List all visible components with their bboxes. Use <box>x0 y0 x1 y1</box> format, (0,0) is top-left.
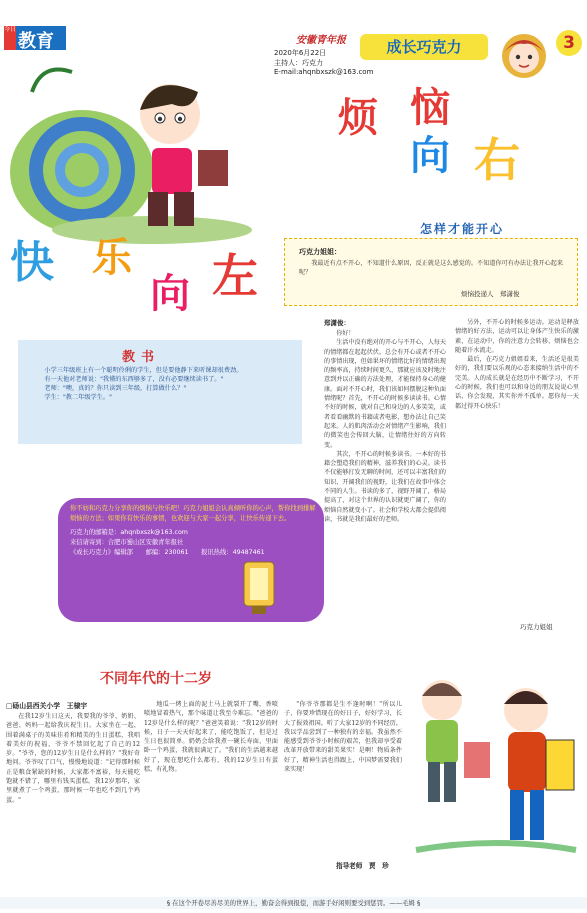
invite-address-3: 《成长巧克力》编辑部 邮编：230061 报讯热线：49487461 <box>70 549 265 557</box>
howto-body-text: 我最近有点不开心，不知道什么原因，反正就是这么感觉的。不知道你可有办法让我开心起来呢？ <box>299 260 563 277</box>
reply-paragraph-4: 最后，在巧克力姐姐看来，生活还是很美好的，我们要以乐观的心态来接纳生活中的不完美。人的成长就是在经历中不断学习，不开心的时候，我们也可以和身边的朋友说说心里话，你会发现，其实你并不孤单。愿你每一天都过得开心快乐！ <box>455 356 579 410</box>
story-column-2 <box>144 700 278 892</box>
reply-greeting: 你好！ <box>336 330 355 337</box>
howto-body <box>299 259 563 278</box>
howto-title: 怎样才能开心 <box>420 222 505 236</box>
story-col2-text: 地瓜一烤上面的泥土马上就裂开了嘴，香喷喷地冒着热气，那个味道让我至今难忘。"爸爸的12岁是什么样的呢？"爸爸笑着说："我12岁的时候，日子一天天好起来了，能吃饱饭了，但是过生日也很简单。奶奶会给我煮一碗长寿面，里面卧一个鸡蛋，我就很满足了。"我们的生活越来越好了，现在想吃什么都有，我的12岁生日有蛋糕、有礼物。 <box>144 701 278 774</box>
invite-highlight: 你不妨和巧克力分享你的烦恼与快乐吧！巧克力姐姐会认真倾听你的心声，帮你找到排解烦恼的方法；如果你有快乐的事情，也欢迎与大家一起分享，让快乐传递下去。 <box>70 505 316 523</box>
joke-body <box>32 366 290 402</box>
invite-content <box>70 504 316 558</box>
reply-paragraph-1: 生活中没有绝对的开心与不开心，人每天的情绪都在起起伏伏。总会有开心或者不开心的事情出现，但如果坏的情绪比好的情绪出现的频率高，持续时间更久，那就应该及时地注意到并以正确的方法处理，才能保持身心的健康。面对不开心时，我们该如何摆脱这种负面情绪呢？首先，不开心的时候多读读书。心情不好的时候，就对自己和身边的人多笑笑，或者看看幽默的书籍或者电影，想办法让自己笑起来。人的肌肉活动会对情绪产生影响，我们的微笑也会传回大脑，让情绪往好的方向转变。 <box>324 339 446 449</box>
headline-worry-char-1: 烦 <box>338 95 378 141</box>
reply-column-right <box>455 318 579 618</box>
reply-salutation: 郑潇俊： <box>324 319 350 327</box>
teacher-credit: 指导老师 贾 珍 <box>336 862 389 870</box>
kids-illustration <box>406 650 582 880</box>
invite-address-1: 巧克力的邮箱是：ahqnbxszk@163.com <box>70 528 188 536</box>
joke-line-1: 小学三年级班上有一个聪明伶俐的学生，但是要他静下来听课却很费劲。 <box>44 367 243 374</box>
story-col1-text: 在我12岁生日这天，我要我的爷爷、奶奶、爸爸、妈妈一起给我庆祝生日。大家坐在一起，围着满桌子的美味佳肴和精美的生日蛋糕，我唱着美好的祝福，爷爷不禁回忆起了自己的12岁。"爷爷，您的12岁生日是什么样的？"我好奇地问。爷爷叹了口气，慢慢地说道："记得那时候正是粮食紧缺的时候，大家都不富裕，每天能吃饱就不错了，哪里有钱买蛋糕。我12岁那年，家里就煮了一个鸡蛋，那时候一年也吃不到几个鸡蛋。" <box>6 713 140 804</box>
page-number: 3 <box>556 30 582 56</box>
reply-signature: 巧克力姐姐 <box>520 623 553 631</box>
reply-column-left <box>324 329 446 639</box>
footer-quote: § 在这个开卷尽善尽美的世界上，勤奋会得到报偿，而游手好闲则要受到惩罚。——毛姆 § <box>166 899 421 907</box>
story-title: 不同年代的十二岁 <box>100 671 212 687</box>
headline-happy-char-1: 快 <box>10 237 54 288</box>
story-col3-text: "你爷爷那都是生不逢时啊！"所以儿子，你要珍惜现在的好日子，好好学习，长大了报效祖国。听了大家12岁的不同经历，我以学品尝到了一种独有的幸福。我虽然不能感受到爷爷小时候的艰苦，但我却享受着改革开放带来的甜美果实！是啊！物质条件好了，精神生活也得跟上，中国梦需要我们来实现！ <box>284 701 402 774</box>
joke-title: 教书 <box>122 350 161 365</box>
headline-happy-char-3: 向 <box>150 271 190 317</box>
headline-worry-char-3: 向 <box>410 133 450 179</box>
howto-salutation: 巧克力姐姐： <box>299 248 341 256</box>
reply-paragraph-2: 其次，不开心的时候多读书。一本好的书籍会塑造我们的精神，滋养我们的心灵。读书不仅能够打发无聊的时间，还可以丰富我们的知识，开阔我们的视野，让我们在故事中体会不同的人生。书读的多了，视野开阔了，格局提高了，对这个世界的认识就更广阔了，你的烦恼自然就变小了。社会和学校大都会提倡阅读，书就是我们最好的老师。 <box>324 450 446 523</box>
reply-paragraph-3: 另外，不开心的时候多运动。运动是释放情绪的好方法，运动可以让身体产生快乐的激素，在运动中，你的注意力会转移，烦恼也会随着汗水流走。 <box>455 319 579 354</box>
newspaper-name: 安徽青年报 <box>296 35 346 46</box>
host-name: 主持人：巧克力 <box>274 59 323 67</box>
logo-small-text: 今日 <box>4 26 16 50</box>
joke-line-4: 学生："教二年级学生。" <box>44 394 112 401</box>
headline-worry-char-2: 恼 <box>410 85 450 131</box>
invite-address-2: 来信请寄到：合肥市蜀山区安徽青年报社 <box>70 538 184 546</box>
story-byline: □砀山县西关小学 王棣宇 <box>6 702 88 710</box>
headline-happy-char-2: 乐 <box>92 235 132 281</box>
story-column-3 <box>284 700 402 850</box>
headline-worry-char-4: 右 <box>474 133 520 187</box>
joke-box <box>18 340 302 444</box>
howto-letter-box <box>284 238 578 306</box>
issue-date: 2020年6月22日 <box>274 49 327 57</box>
logo-main-text: 教育 <box>18 31 54 52</box>
snail-girl-illustration <box>2 52 257 252</box>
joke-line-2: 有一天他对老师说："我懂的东西够多了，没有必要继续读书了。" <box>44 376 224 383</box>
column-banner: 成长巧克力 <box>360 34 488 60</box>
joke-line-3: 老师："噢，真的？你只读到三年级，打算做什么？" <box>44 385 187 392</box>
lantern-illustration <box>236 556 284 616</box>
story-column-1 <box>6 712 140 892</box>
howto-signature: 烦恼投递人 郑潇俊 <box>461 290 520 298</box>
headline-happy-char-4: 左 <box>212 249 258 303</box>
girl-avatar-illustration <box>494 26 554 84</box>
contact-email: E-mail:ahqnbxszk@163.com <box>274 68 374 76</box>
